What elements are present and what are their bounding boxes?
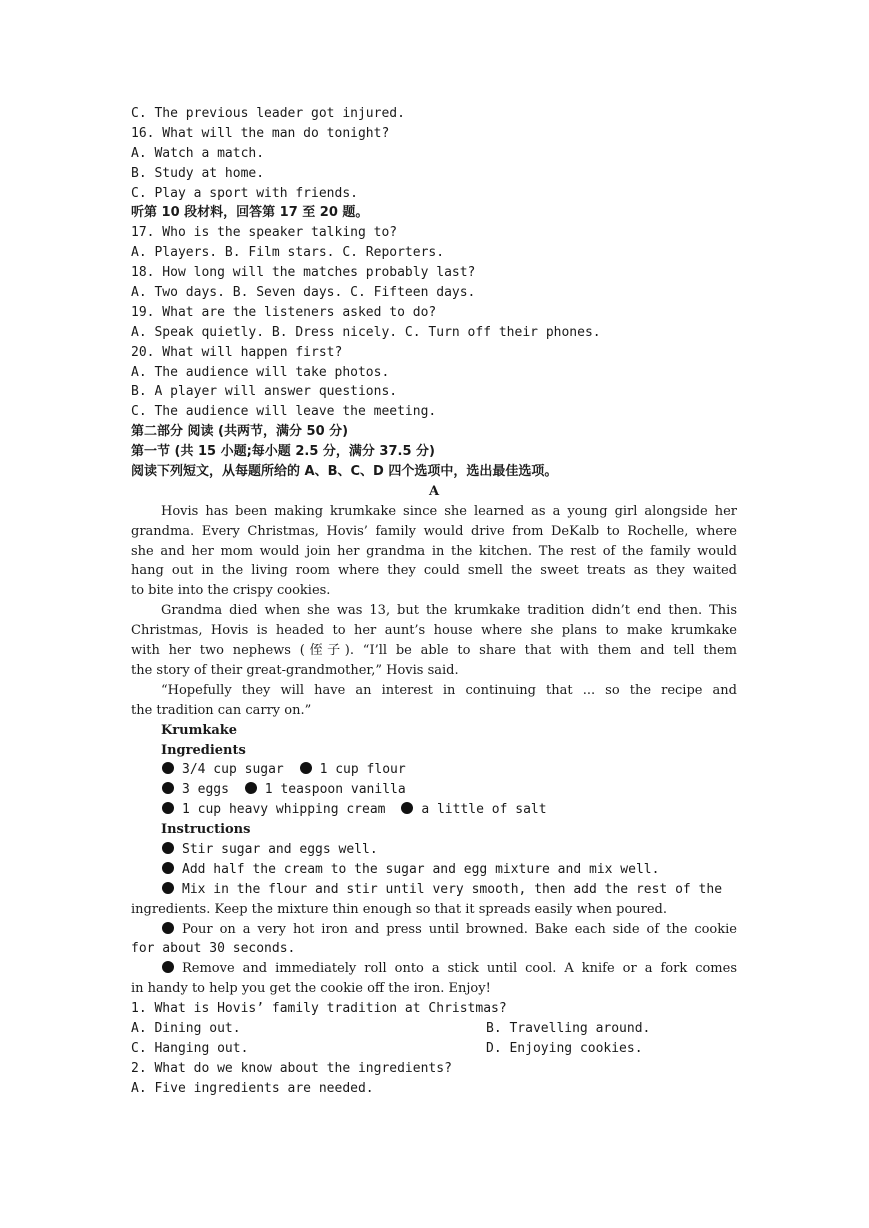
- q2-option-a: A. Five ingredients are needed.: [131, 1080, 374, 1096]
- q16-option-b: B. Study at home.: [131, 165, 265, 181]
- instruction-step: [131, 880, 737, 900]
- instruction-step: [131, 860, 737, 880]
- q18-options: A. Two days. B. Seven days. C. Fifteen days.: [131, 285, 476, 301]
- bullet-icon: [162, 961, 174, 973]
- bullet-icon: [401, 802, 413, 814]
- q16-option-a: A. Watch a match.: [131, 145, 265, 161]
- paragraph-line: Grandma died when she was 13, but the krumkake tradition didn’t end then. This: [161, 603, 737, 619]
- bullet-icon: [162, 782, 174, 794]
- ingredient-item: a little of salt: [421, 802, 547, 818]
- q1-options-row: [131, 1019, 737, 1039]
- q1-options-row: [131, 1039, 737, 1059]
- part2-heading: 第二部分 阅读 (共两节，满分 50 分): [131, 424, 349, 440]
- ingredient-row: [131, 780, 737, 800]
- q1-option-c: C. Hanging out.: [131, 1040, 249, 1056]
- paragraph-1: [131, 502, 737, 601]
- reading-instruction: 阅读下列短文，从每题所给的 A、B、C、D 四个选项中，选出最佳选项。: [131, 464, 558, 480]
- q17-options: A. Players. B. Film stars. C. Reporters.: [131, 245, 445, 261]
- q1-option-a: A. Dining out.: [131, 1020, 241, 1036]
- bullet-icon: [162, 882, 174, 894]
- paragraph-line: “Hopefully they will have an interest in continuing that ... so the recipe and: [161, 682, 737, 698]
- q1-question: 1. What is Hovis’ family tradition at Christmas?: [131, 1001, 507, 1017]
- recipe-title: Krumkake: [161, 722, 238, 738]
- paragraph-line: hang out in the living room where they could smell the sweet treats as they waited: [131, 563, 737, 579]
- passage-label: A: [428, 483, 440, 499]
- bullet-icon: [162, 922, 174, 934]
- ingredient-row: [131, 760, 737, 780]
- q20-option-c: C. The audience will leave the meeting.: [131, 404, 437, 420]
- instruction-step: [131, 959, 737, 979]
- bullet-icon: [162, 862, 174, 874]
- instruction-text: Remove and immediately roll onto a stick until cool. A knife or a fork comes: [182, 961, 737, 977]
- q20-option-b: B. A player will answer questions.: [131, 384, 398, 400]
- instruction-step: [131, 840, 737, 860]
- ingredient-row: [131, 800, 737, 820]
- instruction-continuation: for about 30 seconds.: [131, 941, 296, 957]
- q19-options: A. Speak quietly. B. Dress nicely. C. Turn off their phones.: [131, 324, 601, 340]
- paragraph-line: the story of their great-grandmother,” Hovis said.: [131, 662, 459, 678]
- bullet-icon: [162, 802, 174, 814]
- ingredient-item: 3/4 cup sugar: [182, 762, 284, 778]
- ingredient-item: 1 teaspoon vanilla: [264, 782, 406, 798]
- bullet-icon: [300, 762, 312, 774]
- instruction-text: Add half the cream to the sugar and egg mixture and mix well.: [182, 861, 660, 877]
- paragraph-line: the tradition can carry on.”: [131, 702, 312, 718]
- ingredient-item: 1 cup heavy whipping cream: [182, 802, 386, 818]
- bullet-icon: [162, 842, 174, 854]
- ingredient-item: 1 cup flour: [319, 762, 406, 778]
- q17-question: 17. Who is the speaker talking to?: [131, 225, 398, 241]
- paragraph-line: she and her mom would join her grandma in the kitchen. The rest of the family would: [131, 543, 737, 559]
- instruction-continuation: ingredients. Keep the mixture thin enough so that it spreads easily when poured.: [131, 901, 668, 917]
- paragraph-2: [131, 601, 737, 681]
- q1-option-b: B. Travelling around.: [486, 1020, 651, 1036]
- q2-question: 2. What do we know about the ingredients?: [131, 1060, 452, 1076]
- q20-option-a: A. The audience will take photos.: [131, 364, 390, 380]
- q1-option-d: D. Enjoying cookies.: [486, 1040, 643, 1056]
- q20-question: 20. What will happen first?: [131, 344, 343, 360]
- instruction-text: Stir sugar and eggs well.: [182, 841, 378, 857]
- ingredients-heading: Ingredients: [161, 742, 246, 758]
- instruction-continuation: in handy to help you get the cookie off the iron. Enjoy!: [131, 981, 491, 997]
- section10-heading: 听第 10 段材料，回答第 17 至 20 题。: [131, 205, 369, 221]
- q15-option-c: C. The previous leader got injured.: [131, 106, 405, 121]
- instruction-text: Mix in the flour and stir until very smooth, then add the rest of the: [182, 881, 723, 897]
- q16-option-c: C. Play a sport with friends.: [131, 185, 358, 201]
- ingredient-item: 3 eggs: [182, 782, 229, 798]
- paragraph-line: grandma. Every Christmas, Hovis’ family would drive from DeKalb to Rochelle, where: [131, 523, 737, 539]
- instruction-text: Pour on a very hot iron and press until browned. Bake each side of the cookie: [182, 921, 737, 937]
- q16-question: 16. What will the man do tonight?: [131, 125, 390, 141]
- q18-question: 18. How long will the matches probably last?: [131, 265, 476, 281]
- instruction-step: [131, 920, 737, 940]
- paragraph-line: Christmas, Hovis is headed to her aunt’s house where she plans to make krumkake: [131, 623, 737, 639]
- exam-page: [131, 104, 737, 1099]
- paragraph-line: to bite into the crispy cookies.: [131, 583, 331, 599]
- paragraph-line: Hovis has been making krumkake since she learned as a young girl alongside her: [161, 503, 737, 519]
- instructions-heading: Instructions: [161, 822, 251, 838]
- paragraph-line: with her two nephews (侄子). “I’ll be able to share that with them and tell them: [131, 643, 737, 659]
- bullet-icon: [245, 782, 257, 794]
- q19-question: 19. What are the listeners asked to do?: [131, 304, 437, 320]
- paragraph-3: [131, 681, 737, 721]
- bullet-icon: [162, 762, 174, 774]
- section1-heading: 第一节 (共 15 小题;每小题 2.5 分，满分 37.5 分): [131, 444, 435, 460]
